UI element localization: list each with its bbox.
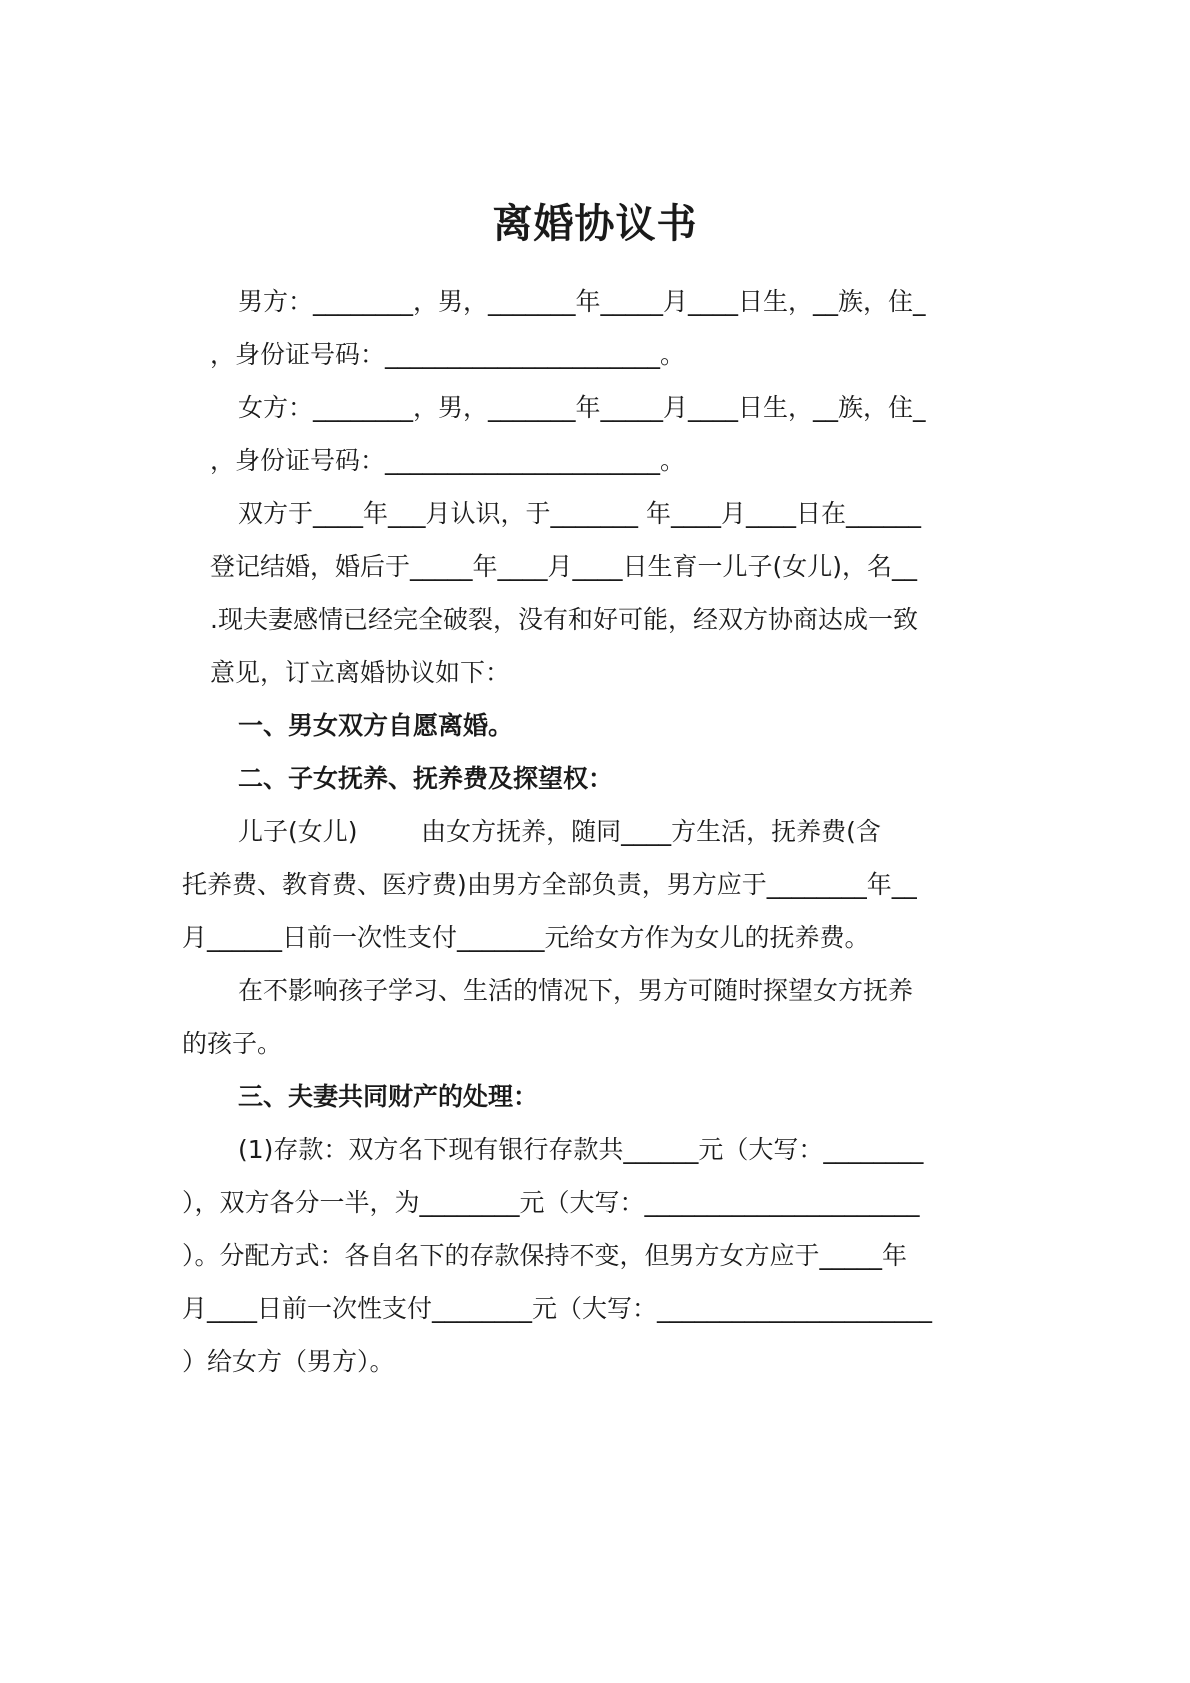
document-title: 离婚协议书 xyxy=(492,201,698,247)
text-line: 一、男女双方自愿离婚。 xyxy=(238,711,514,740)
marriage-line-1 xyxy=(238,486,1022,542)
custody-line-1 xyxy=(238,804,1022,860)
visitation-line-1 xyxy=(238,963,1022,1019)
male-id-line xyxy=(210,327,1022,383)
text-line: 三、夫妻共同财产的处理： xyxy=(238,1082,539,1111)
marriage-line-2 xyxy=(210,539,1022,595)
deposit-line-4 xyxy=(182,1281,1022,1337)
female-party-line xyxy=(238,380,1022,436)
text-line: ）给女方（男方）。 xyxy=(182,1347,395,1376)
deposit-line-3 xyxy=(182,1228,1022,1284)
clause-2-heading xyxy=(238,751,1022,807)
text-line: .现夫妻感情已经完全破裂，没有和好可能，经双方协商达成一致 xyxy=(210,605,918,634)
marriage-line-3 xyxy=(210,592,1022,648)
custody-line-3 xyxy=(182,910,1022,966)
deposit-line-5 xyxy=(182,1334,1022,1390)
text-line: ，身份证号码：______________________。 xyxy=(210,340,686,369)
text-line: 双方于____年___月认识，于_______ 年____月____日在______ xyxy=(238,499,921,528)
text-line: 登记结婚，婚后于_____年____月____日生育一儿子(女儿)，名__ xyxy=(210,552,918,581)
custody-line-2 xyxy=(182,857,1022,913)
clause-3-heading xyxy=(238,1069,1022,1125)
text-line: 意见，订立离婚协议如下： xyxy=(210,658,511,687)
male-party-line xyxy=(238,274,1022,330)
marriage-line-4 xyxy=(210,645,1022,701)
text-line: 女方：________，男，_______年_____月____日生，__族，住_ xyxy=(238,393,926,422)
text-line: 男方：________，男，_______年_____月____日生，__族，住_ xyxy=(238,287,926,316)
text-line: 托养费、教育费、医疗费)由男方全部负责，男方应于________年__ xyxy=(182,870,917,899)
text-line: 月____日前一次性支付________元（大写：______________________ xyxy=(182,1294,933,1323)
text-line: (1)存款：双方名下现有银行存款共______元（大写：________ xyxy=(238,1135,924,1164)
deposit-line-2 xyxy=(182,1175,1022,1231)
text-line: 在不影响孩子学习、生活的情况下，男方可随时探望女方抚养 xyxy=(238,976,914,1005)
text-line: ，身份证号码：______________________。 xyxy=(210,446,686,475)
text-line: 二、子女抚养、抚养费及探望权： xyxy=(238,764,614,793)
clause-1-heading xyxy=(238,698,1022,754)
text-line: ），双方各分一半，为________元（大写：______________________ xyxy=(182,1188,920,1217)
text-line: 儿子(女儿) 由女方抚养，随同____方生活，抚养费(含 xyxy=(238,817,881,846)
text-line: ）。分配方式：各自名下的存款保持不变，但男方女方应于_____年 xyxy=(182,1241,908,1270)
text-line: 月______日前一次性支付_______元给女方作为女儿的抚养费。 xyxy=(182,923,870,952)
female-id-line xyxy=(210,433,1022,489)
text-line: 的孩子。 xyxy=(182,1029,283,1058)
visitation-line-2 xyxy=(182,1016,1022,1072)
deposit-line-1 xyxy=(238,1122,1022,1178)
